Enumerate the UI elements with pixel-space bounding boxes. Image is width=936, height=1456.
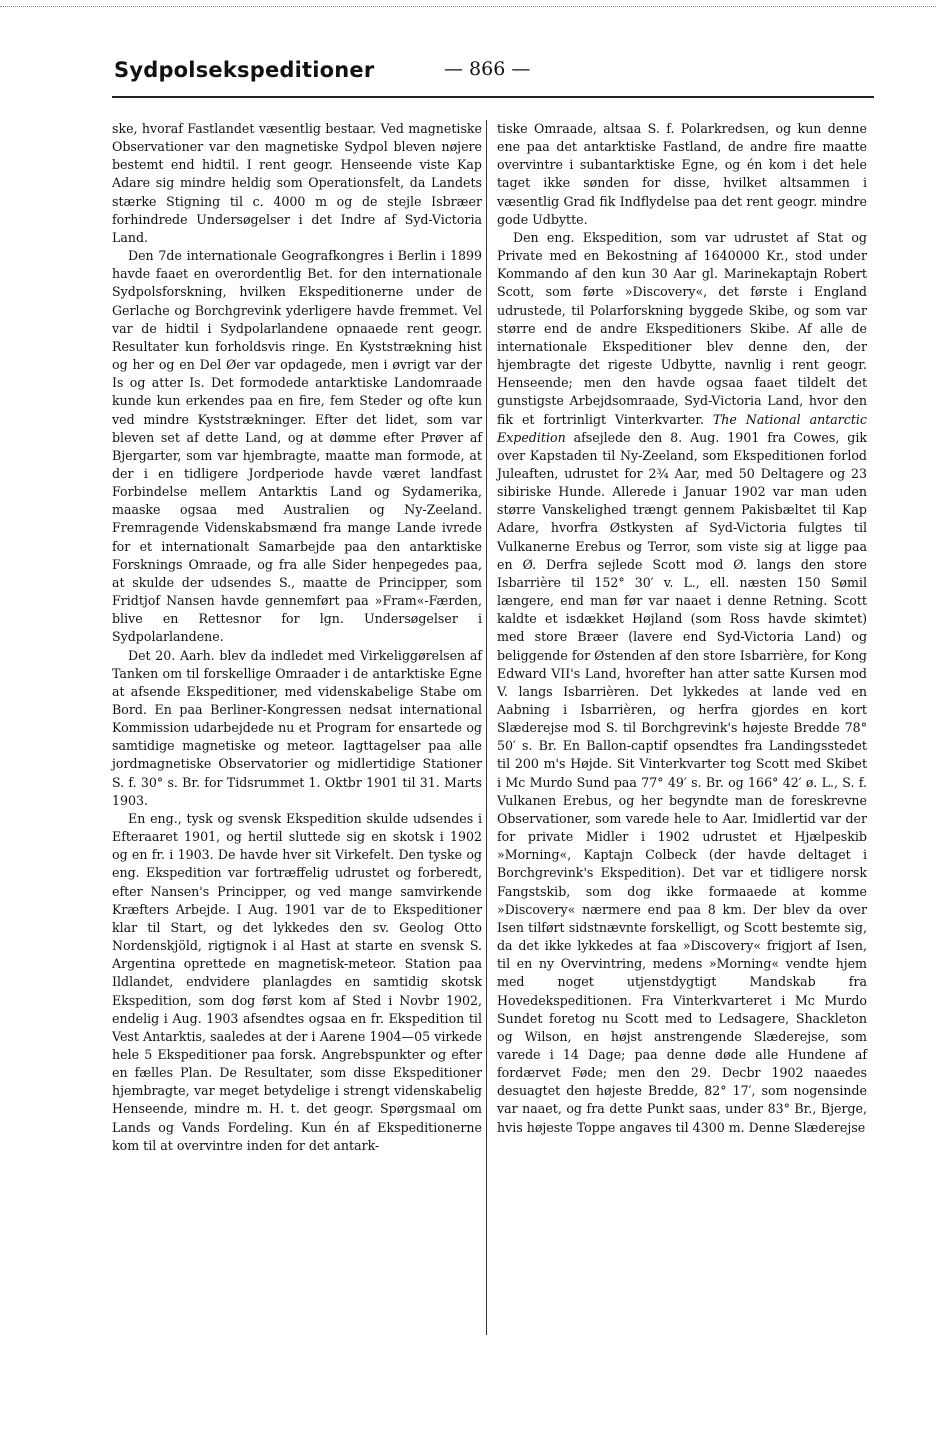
- left-column: [112, 120, 482, 1155]
- top-dotted-line: [0, 6, 936, 7]
- running-title: Sydpolsekspeditioner: [114, 58, 375, 82]
- header-rule: [112, 96, 874, 98]
- paragraph: En eng., tysk og svensk Ekspedition skulde udsendes i Efteraaret 1901, og hertil sluttede sig en skotsk i 1902 og en fr. i 1903. De havde hver sit Virkefelt. Den tyske og eng. Ekspedition var fortræffelig udrustet og forberedt, efter Nansen's Principper, og ved mange samvirkende Kræfters Arbejde. I Aug. 1901 var de to Ekspeditioner klar til Start, og det lykkedes den sv. Geolog Otto Nordenskjöld, rigtignok i al Hast at starte en svensk S. Argentina oprettede en magnetisk-meteor. Station paa Ildlandet, endvidere planlagdes en samtidig skotsk Ekspedition, som dog først kom af Sted i Novbr 1902, endelig i Aug. 1903 afsendtes ogsaa en fr. Ekspedition til Vest Antarktis, saaledes at der i Aarene 1904—05 virkede hele 5 Ekspeditioner paa forsk. Angrebspunkter og efter en fælles Plan. De Resultater, som disse Ekspeditioner hjembragte, var meget betydelige i strengt videnskabelig Henseende, mindre m. H. t. det geogr. Spørgsmaal om Lands og Vands Fordeling. Kun én af Ekspeditionerne kom til at overvintre inden for det antark-: [112, 810, 482, 1153]
- right-column: [497, 120, 867, 1137]
- paragraph-text: Den eng. Ekspedition, som var udrustet af Stat og Private med en Bekostning af 1640000 Kr., stod under Kommando af den kun 30 Aar gl. Marinekaptajn Robert Scott, som førte »Discovery«, det første i England udrustede, til Polarforskning byggede Skibe, og som var større end de andre Ekspeditioners Skibe. Af alle de internationale Ekspeditioner blev denne den, der hjembragte det rigeste Udbytte, navnlig i rent geogr. Henseende; men den havde ogsaa faaet tildelt det gunstigste Arbejdsomraade, Syd-Victoria Land, hvor den fik et fortrinligt Vinterkvarter.: [497, 229, 867, 427]
- page-header: [114, 58, 874, 98]
- page-number: — 866 —: [444, 58, 531, 80]
- paragraph: ske, hvoraf Fastlandet væsentlig bestaar. Ved magnetiske Observationer var den magnetiske Sydpol bleven nøjere bestemt end hidtil. I rent geogr. Henseende viste Kap Adare sig mindre heldig som Operationsfelt, da Landets stærke Stigning til c. 4000 m og de stejle Isbræer forhindrede Undersøgelser i det Indre af Syd-Victoria Land.: [112, 121, 482, 245]
- paragraph: Den 7de internationale Geografkongres i Berlin i 1899 havde faaet en overordentlig Bet. for den internationale Sydpolsforskning, hvilken Ekspeditionerne under de Gerlache og Borchgrevink yderligere havde fremmet. Vel var de hidtil i Sydpolarlandene opnaaede rent geogr. Resultater kun forholdsvis ringe. En Kyststrækning hist og her og en Del Øer var opdagede, men i øvrigt var der Is og atter Is. Det formodede antarktiske Landomraade kunde kun erkendes paa en fire, fem Steder og ofte kun ved mindre Kyststrækninger. Efter det lidet, som var bleven set af dette Land, og at dømme efter Prøver af Bjergarter, som var hjembragte, maatte man formode, at der i en tidligere Jordperiode havde været landfast Forbindelse mellem Antarktis Land og Sydamerika, maaske ogsaa med Australien og Ny-Zeeland. Fremragende Videnskabsmænd fra mange Lande ivrede for et internationalt Samarbejde paa den antarktiske Forsknings Omraade, og fra alle Sider henpegedes paa, at skulde der udsendes S., maatte de Principper, som Fridtjof Nansen havde gennemført paa »Fram«-Færden, blive en Rettesnor for lgn. Undersøgelser i Sydpolarlandene.: [112, 248, 482, 645]
- paragraph-text: afsejlede den 8. Aug. 1901 fra Cowes, gik over Kapstaden til Ny-Zeeland, som Ekspeditionen forlod Juleaften, udrustet for 2¾ Aar, med 50 Deltagere og 23 sibiriske Hunde. Allerede i Januar 1902 var man uden større Vanskelighed trængt gennem Pakisbæltet til Kap Adare, hvorfra Østkysten af Syd-Victoria fulgtes til Vulkanerne Erebus og Terror, som viste sig at ligge paa en Ø. Derfra sejlede Scott mod Ø. langs den store Isbarrière til 152° 30′ v. L., ell. næsten 150 Sømil længere, end man før var naaet i denne Retning. Scott kaldte et isdækket Højland (som Ross havde skimtet) med store Bræer (lavere end Syd-Victoria Land) og beliggende for Østenden af den store Isbarrière, for Kong Edward VII's Land, hvorefter han atter satte Kursen mod V. langs Isbarrièren. Det lykkedes at lande ved en Aabning i Isbarrièren, og herfra gjordes en kort Slæderejse mod S. til Borchgrevink's højeste Bredde 78° 50′ s. Br. En Ballon-captif opsendtes fra Landingsstedet til 200 m's Højde. Sit Vinterkvarter tog Scott med Skibet i Mc Murdo Sund paa 77° 49′ s. Br. og 166° 42′ ø. L., S. f. Vulkanen Erebus, og her begyndte man de foreskrevne Observationer, som varede hele to Aar. Imidlertid var der for private Midler i 1902 udrustet et Hjælpeskib »Morning«, Kaptajn Colbeck (der havde deltaget i Borchgrevink's Ekspedition). Det var et tidligere norsk Fangstskib, som dog ikke formaaede at komme »Discovery« nærmere end paa 8 km. Der blev da over Isen tilført sidstnævnte forskelligt, og Scott bestemte sig, da det ikke lykkedes at faa »Discovery« frigjort af Isen, til en ny Overvintring, medens »Morning« vendte hjem med noget utjenstdygtigt Mandskab fra Hovedekspeditionen. Fra Vinterkvarteret i Mc Murdo Sundet foretog nu Scott med to Ledsagere, Shackleton og Wilson, en højst anstrengende Slæderejse, som varede i 14 Dage; paa denne døde alle Hundene af fordærvet Føde; men den 29. Decbr 1902 naaedes desuagtet den højeste Bredde, 82° 17′, som nogensinde var naaet, og fra dette Punkt saas, under 83° Br., Bjerge, hvis højeste Toppe angaves til 4300 m. Denne Slæderejse: [497, 429, 867, 1135]
- paragraph: tiske Omraade, altsaa S. f. Polarkredsen, og kun denne ene paa det antarktiske Fastland, de andre fire maatte overvintre i subantarktiske Egne, og én kom i det hele taget ikke sønden for disse, hvilket altsammen i væsentlig Grad fik Indflydelse paa det rent geogr. mindre gode Udbytte.: [497, 121, 867, 227]
- paragraph: [497, 229, 867, 1137]
- paragraph: Det 20. Aarh. blev da indledet med Virkeliggørelsen af Tanken om til forskellige Omraader i de antarktiske Egne at afsende Ekspeditioner, med videnskabelige Stabe om Bord. En paa Berliner-Kongressen nedsat international Kommission udarbejdede nu et Program for ensartede og samtidige magnetiske og meteor. Iagttagelser paa alle jordmagnetiske Observatorier og midlertidige Stationer S. f. 30° s. Br. for Tidsrummet 1. Oktbr 1901 til 31. Marts 1903.: [112, 647, 482, 808]
- expedition-name-italic: The National antarctic Expedition: [497, 411, 867, 445]
- column-divider: [486, 120, 487, 1335]
